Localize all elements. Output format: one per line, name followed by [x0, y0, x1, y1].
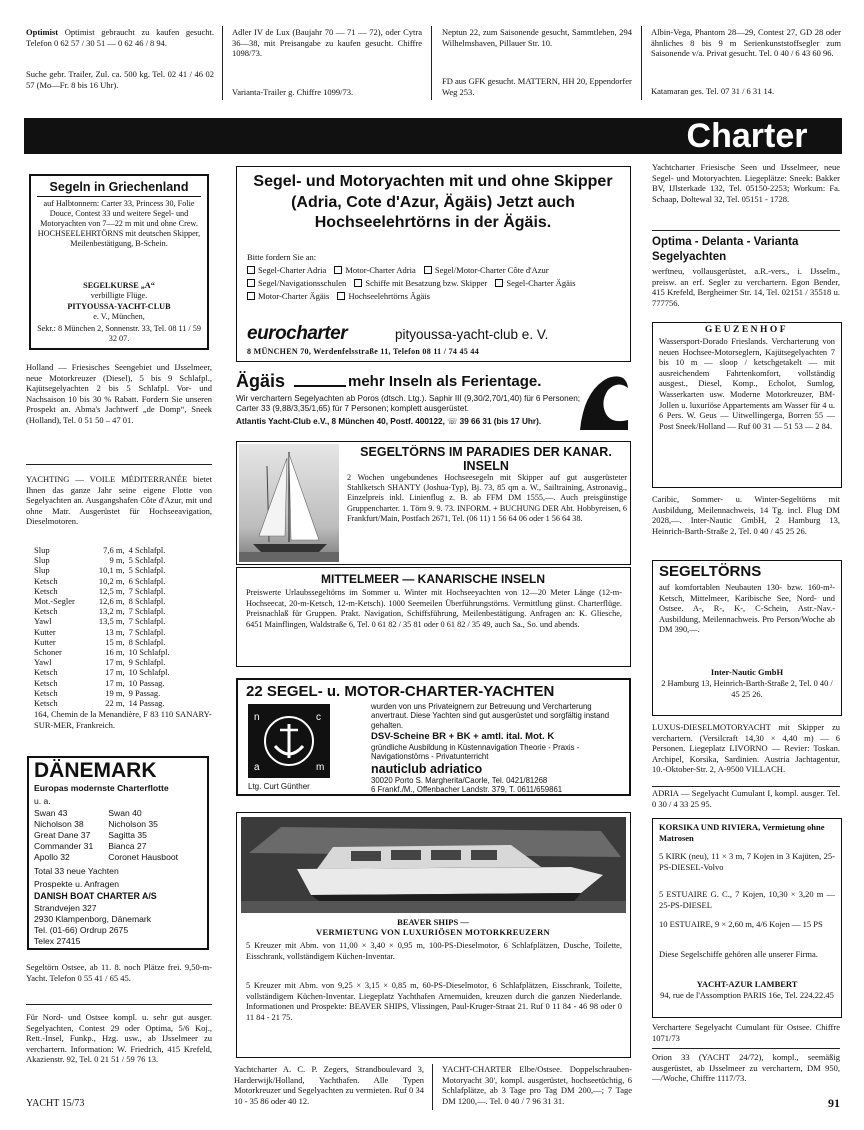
beaver-p2: 5 Kreuzer mit Abm. von 9,25 × 3,15 × 0,85 m, 60-PS-Dieselmotor, 6 Schlafplätzen, Eisschrank, Toilette, vollständigem Küchen-Inventar. Liegeplatz Yachthafen Arnemuiden, kreuzen durch die ganzen Niederlande. Informationen und Prospekte: BEAVER SHIPS, Vlissingen, Paul-Kruger-Straat 21. Ruf 0 11 84 - 46 98 oder 0 11 84 - 21 75. — [246, 981, 622, 1022]
fleet-length: 22 m, — [105, 698, 125, 709]
eurocharter-option-label: Segel-Charter Ägäis — [506, 278, 576, 288]
ad-fd: FD aus GFK gesucht. MATTERN, HH 20, Eppendorfer Weg 253. — [442, 76, 632, 97]
eurocharter-option[interactable] — [424, 265, 549, 275]
korsika-item-1: 5 KIRK (neu), 11 × 3 m, 7 Kojen in 3 Kajüten, 25-PS-DIESEL-Volvo — [659, 851, 835, 872]
fleet-berths: 7 Schlafpl. — [128, 616, 166, 627]
fleet-type: Schoner — [34, 647, 62, 658]
korsika-title: KORSIKA UND RIVIERA, Vermietung ohne Matrosen — [659, 822, 825, 843]
ad-nauticlub — [236, 678, 631, 796]
boat-name: Apollo 32 — [34, 852, 70, 862]
nauticlub-l1: wurden von uns Privateignern zur Betreuung und Vercharterung anvertraut. Diese Yachten sind gut ausgerüstet und sorgfältig instand gehalten. — [371, 702, 610, 730]
boat-name: Coronet Hausboot — [108, 852, 179, 862]
checkbox-icon[interactable] — [334, 266, 342, 274]
fleet-type: Ketsch — [34, 667, 58, 678]
boat-row — [34, 819, 206, 830]
nauticlub-brand: nauticlub adriatico — [371, 762, 483, 776]
fleet-type: Ketsch — [34, 677, 58, 688]
eurocharter-option[interactable] — [247, 278, 346, 288]
daenemark-title: DÄNEMARK — [34, 759, 157, 782]
korsika-item-2: 5 ESTUAIRE G. C., 7 Kojen, 10,30 × 3,20 m — 25-PS-DIESEL — [659, 889, 835, 910]
footer-page-number: 91 — [828, 1096, 840, 1110]
griechenland-club: PITYOUSSA-YACHT-CLUB — [67, 302, 171, 311]
fleet-berths: 7 Schlafpl. — [128, 626, 166, 637]
fleet-berths: 8 Schlafpl. — [128, 596, 166, 607]
fleet-berths: 4 Schlafpl. — [128, 545, 166, 555]
atlantis-body: Wir verchartern Segelyachten ab Poros (dtsch. Ltg.). Saphir III (9,30/2,70/1,40) für 6 Personen; Carter 33 (9,88/3,35/1,65) für 7 Personen; komplett ausgerüstet. — [236, 394, 581, 414]
daenemark-company: DANISH BOAT CHARTER A/S — [34, 891, 157, 901]
fleet-type: Ketsch — [34, 687, 58, 698]
checkbox-icon[interactable] — [247, 292, 255, 300]
fleet-berths: 7 Schlafpl. — [128, 585, 166, 596]
fleet-length: 13,2 m, — [98, 606, 125, 617]
fleet-row — [34, 545, 174, 555]
nauticlub-l2: DSV-Scheine BR + BK + amtl. ital. Mot. K — [371, 731, 555, 742]
ad-kanaren — [236, 441, 631, 565]
fleet-type: Slup — [34, 545, 50, 555]
fleet-row — [34, 667, 174, 677]
sailboat-photo — [239, 444, 339, 562]
fleet-length: 12,5 m, — [98, 585, 125, 596]
kanaren-title: SEGELTÖRNS IM PARADIES DER KANAR. INSELN — [360, 445, 612, 473]
checkbox-icon[interactable] — [247, 266, 255, 274]
boat-name: Swan 43 — [34, 808, 68, 818]
eurocharter-option-label: Hochseelehrtörns Ägäis — [348, 291, 430, 301]
eurocharter-options — [247, 264, 625, 318]
fleet-berths: 9 Schlafpl. — [128, 657, 166, 668]
ad-griechenland — [29, 174, 209, 350]
eurocharter-option-label: Segel-Charter Adria — [258, 265, 327, 275]
checkbox-icon[interactable] — [247, 279, 255, 287]
ad-zegers: Yachtcharter A. C. P. Zegers, Strandboulevard 3, Harderwijk/Holland, Yachthafen. Alle Typen Motorkreuzer und Segelyachten zu vermieten. Ruf 0 34 10 - 35 86 oder 40 12. — [234, 1064, 424, 1106]
ad-trailer-suche: Suche gebr. Trailer, Zul. ca. 500 kg. Tel. 02 41 / 46 02 57 (Mo—Fr. 8 bis 16 Uhr). — [26, 69, 214, 90]
boat-name: Nicholson 38 — [34, 819, 84, 829]
boat-row — [34, 852, 206, 863]
fleet-berths: 5 Schlafpl. — [128, 565, 166, 576]
fleet-row — [34, 616, 174, 626]
section-title: Charter — [686, 118, 808, 154]
ad-caribic: Caribic, Sommer- u. Winter-Segeltörns mit Ausbildung, Meilennachweis, 14 Tg. incl. Flug DM 2028,—. Inter-Nautic GmbH, 2 Hamburg 13, Heinrich-Barth-Straße 2, Tel. 0 40 / 45 25 26. — [652, 494, 840, 536]
boat-name: Nicholson 35 — [108, 819, 158, 829]
eurocharter-option-label: Segel/Navigationsschulen — [258, 278, 347, 288]
fleet-length: 13,5 m, — [98, 616, 125, 627]
griechenland-kurse: SEGELKURSE „A“ — [83, 281, 155, 290]
fleet-length: 19 m, — [105, 687, 125, 698]
kanaren-body: 2 Wochen ungebundenes Hochseesegeln mit Skipper auf gut ausgerüsteter Stahlketsch SHANTY (Joshua-Typ), Bj. 73, 85 qm a. W., Sailtraining, Astronavig., Einzelpreis inkl. Linienflug z. B. ab FFM DM 1555,—. Auch preisgünstige Gruppencharter. 1. Törn 9. 9. 73. INFORM. + BUCHUNG DER Abt. Hobbyreisen, 6 Frankfurt/Main, Postfach 2671, Tel. (06 11) 1 56 64 06 oder 1 56 64 38. — [347, 473, 627, 523]
fleet-length: 10,1 m, — [98, 565, 125, 576]
ad-holland: Holland — Friesisches Seengebiet und IJsselmeer, neue Motorkreuzer (Diesel), 5 bis 9 Schlafpl., Kajütsegelyachten 2 bis 5 Schlafpl. Vor- und Nachsaison 10 bis 30 % Rabatt. Fordern Sie unseren Prospekt an. Abma's Jachtwerf „de Domp“, Sneek (Holland), Tel. 0 51 50 – 47 01. — [26, 362, 212, 425]
boat-name: Great Dane 37 — [34, 830, 91, 840]
nauticlub-addr: 30020 Porto S. Margherita/Caorle, Tel. 0421/81268 6 Frankf./M., Offenbacher Landstr. 379, T. 0611/659861 — [371, 776, 563, 795]
fleet-type: Slup — [34, 555, 50, 566]
checkbox-icon[interactable] — [354, 279, 362, 287]
ad-orion: Orion 33 (YACHT 24/72), kompl., seemäßig ausgerüstet, ab IJsselmeer zu verchartern, DM 950,—/Woche, Chiffre 1117/73. — [652, 1052, 840, 1084]
fleet-length: 17 m, — [105, 657, 125, 668]
eurocharter-option-label: Motor-Charter Ägäis — [258, 291, 330, 301]
griechenland-club2: e. V., München, — [93, 312, 145, 321]
ad-atlantis — [236, 370, 631, 436]
boat-row — [34, 841, 206, 852]
fleet-berths: 10 Schlafpl. — [128, 647, 170, 658]
eurocharter-option[interactable] — [334, 265, 415, 275]
ad-adler: Adler IV de Lux (Baujahr 70 — 71 — 72), oder Cytra 36—38, mit Preisangabe zu kaufen gesucht. Chiffre 1098/73. — [232, 27, 422, 59]
geuzenhof-title: GEUZENHOF — [704, 325, 789, 335]
ad-katamaran: Katamaran ges. Tel. 07 31 / 6 31 14. — [651, 86, 775, 96]
daenemark-boats — [34, 808, 206, 864]
eurocharter-option[interactable] — [495, 278, 575, 288]
eurocharter-title: Segel- und Motoryachten mit und ohne Skipper (Adria, Cote d'Azur, Ägäis) Jetzt auch Hochseelehrtörns in der Ägäis. — [253, 173, 613, 231]
fleet-type: Slup — [34, 565, 50, 576]
griechenland-title: Segeln in Griechenland — [49, 180, 189, 194]
eurocharter-option-label: Motor-Charter Adria — [345, 265, 416, 275]
fleet-type: Ketsch — [34, 698, 58, 709]
daenemark-addr: Strandvejen 327 2930 Klampenborg, Dänemark Tel. (01-66) Ordrup 2675 Telex 27415 — [34, 903, 152, 946]
boat-row — [34, 830, 206, 841]
daenemark-sub: Europas modernste Charterflotte — [34, 783, 169, 793]
fleet-length: 17 m, — [105, 667, 125, 678]
ad-varianta-trailer: Varianta-Trailer g. Chiffre 1099/73. — [232, 87, 354, 97]
beaver-title: BEAVER SHIPS — — [397, 917, 469, 927]
segeltoerns-body: auf komfortablen Neubauten 130- bzw. 160-m²-Ketsch, Mittelmeer, Karibische See, Nord- und Ostsee. A-, R-, K-, C-Schein, Astr.-Nav.-Ausbildung, Meilennachweis. Pro Person/Woche ab DM 390,—. — [659, 583, 835, 635]
fleet-berths: 8 Schlafpl. — [128, 636, 166, 647]
svg-text:n: n — [254, 712, 260, 723]
ad-nord-ostsee: Für Nord- und Ostsee kompl. u. sehr gut ausger. Segelyachten, Contest 29 oder Optima, 5/6 Koj., Rett.-Insel, Funkp., Hzg. usw., ab IJsselmeer zu verchartern. Information: W. Friedrich, 415 Krefeld, Akazienstr. 92, Tel. 0 21 51 / 59 76 13. — [26, 1012, 212, 1065]
nauticlub-l3: gründliche Ausbildung in Küstennavigation Theorie - Praxis - Navigationstörns - Privatunterricht — [371, 743, 580, 762]
korsika-item-3: 10 ESTUAIRE, 9 × 2,60 m, 4/6 Kojen — 15 PS — [659, 919, 823, 929]
fleet-type: Ketsch — [34, 575, 58, 586]
fleet-berths: 10 Schlafpl. — [128, 667, 170, 678]
fleet-length: 17 m, — [105, 677, 125, 688]
segeltoerns-addr: 2 Hamburg 13, Heinrich-Barth-Straße 2, Tel. 0 40 / 45 25 26. — [661, 679, 833, 699]
fleet-row — [34, 576, 174, 586]
ad-mittelmeer — [236, 567, 631, 667]
checkbox-icon[interactable] — [337, 292, 345, 300]
motor-cruiser-photo — [241, 817, 626, 913]
fleet-row — [34, 698, 174, 708]
fleet-length: 15 m, — [105, 636, 125, 647]
fleet-length: 16 m, — [105, 647, 125, 658]
anchor-logo — [248, 704, 330, 778]
ad-optimist: Optimist Optimist gebraucht zu kaufen gesucht. Telefon 0 62 57 / 30 51 — 0 62 46 / 8 94. — [26, 27, 214, 48]
fleet-berths: 6 Schlafpl. — [128, 575, 166, 586]
fleet-row — [34, 586, 174, 596]
fleet-row — [34, 678, 174, 688]
fleet-type: Mot.-Segler — [34, 596, 75, 607]
fleet-type: Kutter — [34, 626, 56, 637]
ad-neptun: Neptun 22, zum Saisonende gesucht, Sammtleben, 294 Wilhelmshaven, Pillauer Str. 10. — [442, 27, 632, 48]
svg-text:m: m — [316, 762, 325, 773]
korsika-note: Diese Segelschiffe gehören alle unserer Firma. — [659, 949, 818, 959]
fleet-berths: 10 Passag. — [128, 677, 165, 688]
fleet-row — [34, 606, 174, 616]
eurocharter-club: pityoussa-yacht-club e. V. — [395, 327, 549, 342]
eurocharter-option[interactable] — [247, 291, 329, 301]
korsika-addr: 94, rue de l'Assomption PARIS 16e, Tel. 224.22.45 — [660, 990, 834, 1000]
ad-luxus-dieselmotoryacht: LUXUS-DIESELMOTORYACHT mit Skipper zu verchartern. (Versilcraft 14,30 × 4,40 m) — 6 Personen. Liegeplatz LIVORNO — Revier: Toskan. Archipel, Korsika, Sardinien. Austria Jachtagentur, 10.-Oktober-Str. 2, A-9500 VILLACH. — [652, 722, 840, 775]
eurocharter-option[interactable] — [354, 278, 487, 288]
fleet-length: 7,6 m, — [103, 545, 125, 555]
griechenland-body: auf Halbtonnern: Carter 33, Princess 30, Folie Douce, Contest 33 und weitere Segel- und Motoryachten von 7—22 m mit und ohne Crew. HOCHSEELEHRTÖRNS mit deutschen Skipper, Meilenbestätigung, B-Schein. — [37, 199, 201, 248]
daenemark-ua: u. a. — [34, 796, 51, 806]
fleet-length: 10,2 m, — [98, 575, 125, 586]
segeltoerns-title: SEGELTÖRNS — [659, 563, 762, 580]
fleet-length: 13 m, — [105, 626, 125, 637]
nauticlub-leitung: Ltg. Curt Günther — [248, 782, 310, 791]
eurocharter-option-label: Segel/Motor-Charter Côte d'Azur — [434, 265, 549, 275]
eurocharter-option[interactable] — [247, 265, 326, 275]
eurocharter-addr: 8 MÜNCHEN 70, Werdenfelsstraße 11, Telefon 08 11 / 74 45 44 — [247, 347, 479, 356]
fleet-row — [34, 637, 174, 647]
fleet-length: 9 m, — [109, 555, 125, 566]
mittelmeer-title: MITTELMEER — KANARISCHE INSELN — [320, 572, 545, 586]
atlantis-h1: Ägäis — [236, 371, 286, 391]
ad-albin-vega: Albin-Vega, Phantom 28—29, Contest 27, GD 28 oder ähnliches 8 bis 9 m Serienkunststoffsegler zum Saisonende v/a. Privat gesucht. Tel. 0 40 / 6 43 60 96. — [651, 27, 841, 59]
fleet-row — [34, 688, 174, 698]
beaver-p1: 5 Kreuzer mit Abm. von 11,00 × 3,40 × 0,95 m, 100-PS-Dieselmotor, 6 Schlafplätzen, Dusche, Toilette, Eisschrank, vollständigem Küchen-Inventar. — [246, 941, 622, 961]
fleet-row — [34, 555, 174, 565]
fleet-row — [34, 627, 174, 637]
svg-text:c: c — [316, 712, 321, 723]
segeltoerns-company: Inter-Nautic GmbH — [710, 667, 784, 677]
yachting-fleet-table — [34, 545, 214, 717]
korsika-company: YACHT-AZUR LAMBERT — [696, 979, 798, 989]
boat-name: Bianca 27 — [108, 841, 147, 851]
fleet-row — [34, 657, 174, 667]
boat-row — [34, 808, 206, 819]
fleet-type: Kutter — [34, 636, 56, 647]
fleet-type: Ketsch — [34, 606, 58, 617]
ad-daenemark — [27, 756, 209, 950]
ad-geuzenhof — [652, 322, 842, 488]
fleet-type: Ketsch — [34, 585, 58, 596]
ad-korsika — [652, 818, 842, 1018]
ad-beaver-ships — [236, 812, 631, 1058]
mittelmeer-body: Preiswerte Urlaubssegeltörns im Sommer u. Winter mit Hochseeyachten von 12—20 Meter Länge (12-m-Hochseecat, 20-m-Ketsch, 12-m-Ketsch). 1000 Seemeilen Überführungstörns. Vermittlung günst. Charterflüge. Preisnachlaß für Gruppen. Prakt. Navigation, Schiffsführung, Meilenbestätigung. Anfragen an: K. Gliesche, 6451 Mainflingen, Waldstraße 6, Tel. 0 61 82 / 35 81 oder 0 61 82 / 35 49, auch Sa., So. und abends. — [246, 588, 622, 629]
nauticlub-title: 22 SEGEL- u. MOTOR-CHARTER-YACHTEN — [246, 683, 555, 700]
fleet-row — [34, 565, 174, 575]
eurocharter-option-label: Schiffe mit Besatzung bzw. Skipper — [365, 278, 488, 288]
ad-optima: werftneu, vollausgerüstet, a.R.-vers., i. IJsselm., preisw. an erf. Segler zu verchartern. Egon Bender, 415 Krefeld, Bergheimer Str. 14, Tel. 02151 / 35518 u. 777756. — [652, 266, 840, 308]
svg-text:a: a — [254, 762, 260, 773]
boat-name: Sagitta 35 — [108, 830, 147, 840]
boat-name: Commander 31 — [34, 841, 94, 851]
ad-segeltoern-ostsee: Segeltörn Ostsee, ab 11. 8. noch Plätze frei. 9,50-m-Yacht. Telefon 0 55 41 / 65 45. — [26, 962, 212, 983]
beaver-sub: VERMIETUNG VON LUXURIÖSEN MOTORKREUZERN — [316, 927, 550, 937]
yachting-addr: 164, Chemin de la Menandière, F 83 110 SANARY-SUR-MER, Frankreich. — [34, 709, 212, 730]
eurocharter-bitte: Bitte fordern Sie an: — [247, 252, 317, 262]
atlantis-h2: mehr Inseln als Ferientage. — [348, 373, 542, 390]
daenemark-prosp: Prospekte u. Anfragen — [34, 879, 120, 889]
optima-title: Optima - Delanta - Varianta Segelyachten — [652, 236, 799, 263]
fleet-berths: 14 Passag. — [128, 698, 165, 709]
fleet-length: 12,6 m, — [98, 596, 125, 607]
checkbox-icon[interactable] — [424, 266, 432, 274]
ad-segeltoerns — [652, 560, 842, 716]
boat-name: Swan 40 — [108, 808, 142, 818]
fleet-berths: 7 Schlafpl. — [128, 606, 166, 617]
fleet-berths: 9 Passag. — [128, 687, 161, 698]
ad-adria-cumulant: ADRIA — Segelyacht Cumulant I, kompl. ausger. Tel. 0 30 / 4 33 25 95. — [652, 788, 840, 809]
checkbox-icon[interactable] — [495, 279, 503, 287]
atlantis-addr: Atlantis Yacht-Club e.V., 8 München 40, Postf. 400122, ☏ 39 66 31 (bis 17 Uhr). — [236, 417, 542, 426]
eurocharter-logo: eurocharter — [247, 323, 348, 344]
griechenland-fluege: verbilligte Flüge. — [90, 291, 148, 300]
eurocharter-option[interactable] — [337, 291, 429, 301]
fleet-type: Yawl — [34, 616, 52, 627]
fleet-row — [34, 596, 174, 606]
footer-issue: YACHT 15/73 — [26, 1098, 85, 1109]
daenemark-total: Total 33 neue Yachten — [34, 866, 119, 876]
ad-eurocharter — [236, 166, 631, 362]
ad-yachting-intro: YACHTING — VOILE MÉDITERRANÉE bietet Ihnen das ganze Jahr seine eigene Flotte von Segelyachten an. Ausgangshafen Côte d'Azur, mit und ohne Matr. Ausgerüstet für Hochseeavigation, Dieselmotoren. — [26, 474, 212, 527]
geuzenhof-body: Wassersport-Dorado Frieslands. Vercharterung von neuen Hochsee-Motorseglern, Kajütsegelyachten 7 bis 10 m — sloop / ketschgetakelt — mit ausreichendem Fahrtenkomfort, vollständig ausgest., Diesel, Komp., Echolot, Sumlog, Wasserkarten usw. Moderne Motorkreuzer, BM-Jollen u. luxuriöse Appartements am Wasser für 4 u. 6 Pers. W. Geus — Uitwellingerga, Borren 55 — Post Sneek/Holland — Ruf 00 31 — 51 53 — 2 84. — [659, 337, 835, 431]
ad-cumulant-ostsee: Verchartere Segelyacht Cumulant für Ostsee. Chiffre 1071/73 — [652, 1022, 840, 1043]
fleet-row — [34, 647, 174, 657]
ad-elbe-ostsee: YACHT-CHARTER Elbe/Ostsee. Doppelschrauben-Motoryacht 30', kompl. ausgerüstet, hochseetüchtig, 6 Schlafplätze, ab 3 Tage pro Tag DM 200,—; 7 Tage DM 1200,—. Tel. 0 40 / 7 96 31 31. — [442, 1064, 632, 1106]
ad-friesische-seen: Yachtcharter Friesische Seen und IJsselmeer, neue Segel- und Motoryachten. Liegeplätze: Sneek: Bakker BV, IJlsterkade 132, Tel. 05150-2253; Workum: Fa. Schaap, Doltewal 32, Tel. 05151 - 1728. — [652, 162, 840, 204]
griechenland-addr: Sekr.: 8 München 2, Sonnenstr. 33, Tel. 08 11 / 59 32 07. — [37, 324, 201, 343]
fleet-berths: 5 Schlafpl. — [128, 555, 166, 566]
wave-logo — [578, 370, 630, 432]
fleet-type: Yawl — [34, 657, 52, 668]
